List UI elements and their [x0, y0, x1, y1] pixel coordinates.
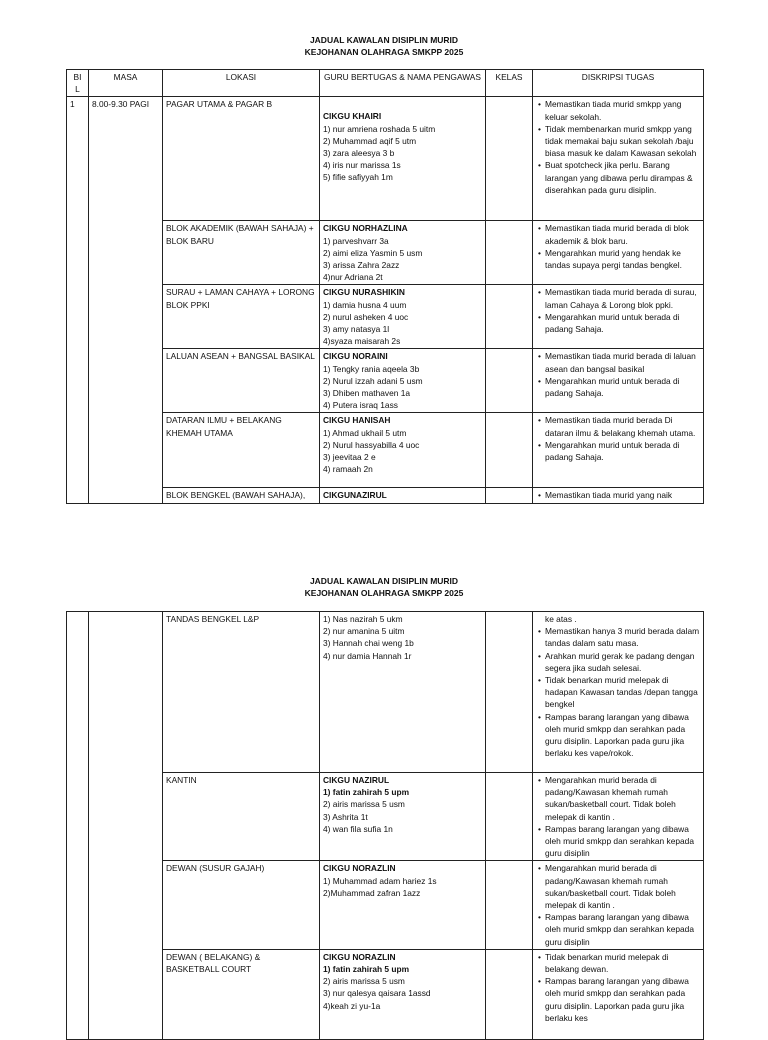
guru-cell — [320, 488, 486, 503]
guru-cell — [320, 97, 486, 221]
guru-cell — [320, 221, 486, 285]
header-bil: BI L — [67, 70, 89, 97]
table-row — [67, 612, 704, 773]
header-guru-pengawas: GURU BERTUGAS & NAMA PENGAWAS — [320, 70, 486, 97]
tugas-item: • Rampas barang larangan yang dibawa oleh murid smkpp dan serahkan pada guru disiplin. Laporkan pada guru jika berlaku kes — [545, 975, 700, 1024]
diskripsi-cell — [533, 285, 704, 349]
pengawas-name: 2) nur amanina 5 uitm — [323, 626, 405, 637]
pengawas-name: 3) arissa Zahra 2azz — [323, 260, 400, 271]
lokasi-cell: DATARAN ILMU + BELAKANG KHEMAH UTAMA — [163, 413, 320, 488]
pengawas-name: 2) Muhammad aqif 5 utm — [323, 135, 417, 146]
tugas-item: • Rampas barang larangan yang dibawa oleh murid smkpp dan serahkan pada guru disiplin. Laporkan pada guru jika berlaku kes vape/rokok. — [545, 711, 700, 760]
kelas-cell — [486, 488, 533, 503]
pengawas-name: 3) jeevitaa 2 e — [323, 452, 376, 463]
header-lokasi: LOKASI — [163, 70, 320, 97]
pengawas-name: 1) Muhammad adam hariez 1s — [323, 875, 437, 886]
tugas-item: • Rampas barang larangan yang dibawa oleh murid smkpp dan serahkan kepada guru disiplin — [545, 911, 700, 948]
pengawas-name: 3) Ashrita 1t — [323, 811, 368, 822]
guru-cell — [320, 349, 486, 413]
tugas-item: • Memastikan tiada murid smkpp yang keluar sekolah. — [545, 98, 700, 122]
schedule-table-page1 — [66, 69, 704, 504]
kelas-cell — [486, 349, 533, 413]
pengawas-name: 5) fifie safiyyah 1m — [323, 172, 393, 183]
tugas-item: • Memastikan tiada murid berada di surau, laman Cahaya & Lorong blok ppki. — [545, 286, 700, 310]
tugas-item: • Memastikan hanya 3 murid berada dalam tandas dalam satu masa. — [545, 625, 700, 649]
table-row — [67, 285, 704, 349]
lokasi-cell: SURAU + LAMAN CAHAYA + LORONG BLOK PPKI — [163, 285, 320, 349]
tugas-list — [536, 862, 700, 947]
tugas-item: • Mengarahkan murid berada di padang/Kawasan khemah rumah sukan/basketball court. Tidak boleh melepak di kantin . — [545, 774, 700, 823]
tugas-item: • Tidak benarkan murid melepak di belakang dewan. — [545, 951, 700, 975]
tugas-item: • Memastikan tiada murid berada di blok akademik & blok baru. — [545, 222, 700, 246]
tugas-item: • Mengarahkan murid berada di padang/Kawasan khemah rumah sukan/basketball court. Tidak boleh melepak di kantin . — [545, 862, 700, 911]
tugas-list — [536, 613, 700, 759]
masa-cell — [89, 612, 163, 1040]
header-masa: MASA — [89, 70, 163, 97]
lokasi-cell: KANTIN — [163, 773, 320, 861]
pengawas-name: 2) Nurul izzah adani 5 usm — [323, 375, 423, 386]
table-row — [67, 861, 704, 949]
tugas-item: • Memastikan tiada murid berada Di dataran ilmu & belakang khemah utama. — [545, 414, 700, 438]
diskripsi-cell — [533, 488, 704, 503]
header-row — [67, 70, 704, 97]
tugas-item: • Mengarahkan murid untuk berada di padang Sahaja. — [545, 311, 700, 335]
lokasi-cell: LALUAN ASEAN + BANGSAL BASIKAL — [163, 349, 320, 413]
pengawas-name: 1) Ahmad ukhail 5 utm — [323, 427, 407, 438]
tugas-list — [536, 98, 700, 196]
lokasi-cell: BLOK BENGKEL (BAWAH SAHAJA), — [163, 488, 320, 503]
pengawas-name: 3) nur qalesya qaisara 1assd — [323, 988, 431, 999]
kelas-cell — [486, 773, 533, 861]
pengawas-name: 1) damia husna 4 uum — [323, 299, 407, 310]
lokasi-cell: DEWAN (SUSUR GAJAH) — [163, 861, 320, 949]
diskripsi-cell — [533, 413, 704, 488]
pengawas-name: 1) Nas nazirah 5 ukm — [323, 614, 403, 624]
diskripsi-cell — [533, 221, 704, 285]
header-diskripsi: DISKRIPSI TUGAS — [533, 70, 704, 97]
tugas-item: • Arahkan murid gerak ke padang dengan segera jika sudah selesai. — [545, 650, 700, 674]
diskripsi-cell — [533, 97, 704, 221]
kelas-cell — [486, 97, 533, 221]
tugas-item: • Mengarahkan murid untuk berada di padang Sahaja. — [545, 439, 700, 463]
lokasi-cell: TANDAS BENGKEL L&P — [163, 612, 320, 773]
pengawas-name: 4) Putera israq 1ass — [323, 400, 398, 411]
tugas-list — [536, 951, 700, 1024]
guru-name: CIKGU NORAZLIN — [323, 863, 396, 874]
tugas-item: • Memastikan tiada murid yang naik — [545, 489, 700, 501]
pengawas-name: 4)nur Adriana 2t — [323, 272, 383, 283]
guru-name: CIKGU NORAINI — [323, 351, 388, 362]
header-kelas: KELAS — [486, 70, 533, 97]
guru-name: CIKGU KHAIRI — [323, 111, 382, 122]
pengawas-name: 2)Muhammad zafran 1azz — [323, 887, 421, 898]
pengawas-name: 1) fatin zahirah 5 upm — [323, 964, 410, 975]
guru-name: CIKGU HANISAH — [323, 415, 391, 426]
page1-subtitle: KEJOHANAN OLAHRAGA SMKPP 2025 — [304, 47, 464, 57]
pengawas-name: 3) Dhiben mathaven 1a — [323, 388, 411, 399]
pengawas-name: 4) wan fila sufia 1n — [323, 823, 393, 834]
pengawas-name: 1) parveshvarr 3a — [323, 235, 389, 246]
table-row — [67, 949, 704, 1039]
guru-cell — [320, 413, 486, 488]
lokasi-cell: PAGAR UTAMA & PAGAR B — [163, 97, 320, 221]
lokasi-cell: DEWAN ( BELAKANG) & BASKETBALL COURT — [163, 949, 320, 1039]
pengawas-name: 1) nur amriena roshada 5 uitm — [323, 123, 436, 134]
guru-cell — [320, 861, 486, 949]
kelas-cell — [486, 221, 533, 285]
tugas-item: • Tidak membenarkan murid smkpp yang tidak memakai baju sukan sekolah /baju biasa masuk ke dalam Kawasan sekolah — [545, 123, 700, 160]
tugas-list — [536, 489, 700, 501]
pengawas-name: 2) aimi eliza Yasmin 5 usm — [323, 247, 423, 258]
table-row — [67, 488, 704, 503]
page2-subtitle: KEJOHANAN OLAHRAGA SMKPP 2025 — [304, 588, 464, 598]
pengawas-name: 4) iris nur marissa 1s — [323, 160, 401, 171]
table-row — [67, 97, 704, 221]
tugas-item: • Mengarahkan murid untuk berada di padang Sahaja. — [545, 375, 700, 399]
guru-cell — [320, 949, 486, 1039]
schedule-table-page2 — [66, 611, 704, 1040]
diskripsi-cell — [533, 861, 704, 949]
guru-name: CIKGU NURASHIKIN — [323, 287, 405, 298]
guru-cell — [320, 285, 486, 349]
diskripsi-cell — [533, 612, 704, 773]
lokasi-cell: BLOK AKADEMIK (BAWAH SAHAJA) + BLOK BARU — [163, 221, 320, 285]
pengawas-name: 4)keah zi yu-1a — [323, 1000, 381, 1011]
pengawas-name: 2) airis marissa 5 usm — [323, 976, 405, 987]
guru-cell — [320, 612, 486, 773]
diskripsi-cell — [533, 773, 704, 861]
tugas-list — [536, 222, 700, 271]
tugas-item: • Mengarahkan murid yang hendak ke tandas supaya pergi tandas bengkel. — [545, 247, 700, 271]
kelas-cell — [486, 285, 533, 349]
guru-name: CIKGU NORHAZLINA — [323, 223, 408, 234]
page2-title: JADUAL KAWALAN DISIPLIN MURID — [309, 576, 459, 586]
guru-name: CIKGUNAZIRUL — [323, 490, 387, 501]
bil-cell: 1 — [67, 97, 89, 503]
masa-cell: 8.00-9.30 PAGI — [89, 97, 163, 503]
pengawas-name: 2) nurul asheken 4 uoc — [323, 311, 409, 322]
pengawas-name: 4)syaza maisarah 2s — [323, 336, 401, 347]
pengawas-name: 4) ramaah 2n — [323, 464, 373, 475]
tugas-item: • Buat spotcheck jika perlu. Barang larangan yang dibawa perlu dirampas & diserahkan pada guru disiplin. — [545, 159, 700, 196]
tugas-item: • Tidak benarkan murid melepak di hadapan Kawasan tandas /depan tangga bengkel — [545, 674, 700, 711]
tugas-list — [536, 350, 700, 399]
tugas-list — [536, 286, 700, 335]
bil-cell — [67, 612, 89, 1040]
diskripsi-cell — [533, 949, 704, 1039]
diskripsi-cell — [533, 349, 704, 413]
table-row — [67, 349, 704, 413]
pengawas-name: 2) airis marissa 5 usm — [323, 799, 405, 810]
pengawas-name: 2) Nurul hassyabilla 4 uoc — [323, 439, 420, 450]
guru-name: CIKGU NAZIRUL — [323, 775, 390, 785]
tugas-continuation: ke atas . — [545, 614, 577, 624]
pengawas-name: 3) Hannah chai weng 1b — [323, 638, 414, 649]
tugas-list — [536, 414, 700, 463]
pengawas-name: 1) Tengky rania aqeela 3b — [323, 363, 420, 374]
table-row — [67, 773, 704, 861]
pengawas-name: 1) fatin zahirah 5 upm — [323, 787, 410, 798]
spacer — [323, 98, 482, 110]
kelas-cell — [486, 861, 533, 949]
tugas-item: • Rampas barang larangan yang dibawa oleh murid smkpp dan serahkan kepada guru disiplin — [545, 823, 700, 860]
guru-name: CIKGU NORAZLIN — [323, 951, 396, 962]
pengawas-name: 4) nur damia Hannah 1r — [323, 650, 412, 661]
page1-title: JADUAL KAWALAN DISIPLIN MURID — [309, 35, 459, 45]
pengawas-name: 3) zara aleesya 3 b — [323, 148, 395, 159]
kelas-cell — [486, 413, 533, 488]
kelas-cell — [486, 612, 533, 773]
guru-cell — [320, 773, 486, 861]
pengawas-name: 3) amy natasya 1l — [323, 324, 390, 335]
kelas-cell — [486, 949, 533, 1039]
table-row — [67, 413, 704, 488]
tugas-list — [536, 774, 700, 859]
tugas-item: • Memastikan tiada murid berada di laluan asean dan bangsal basikal — [545, 350, 700, 374]
table-row — [67, 221, 704, 285]
